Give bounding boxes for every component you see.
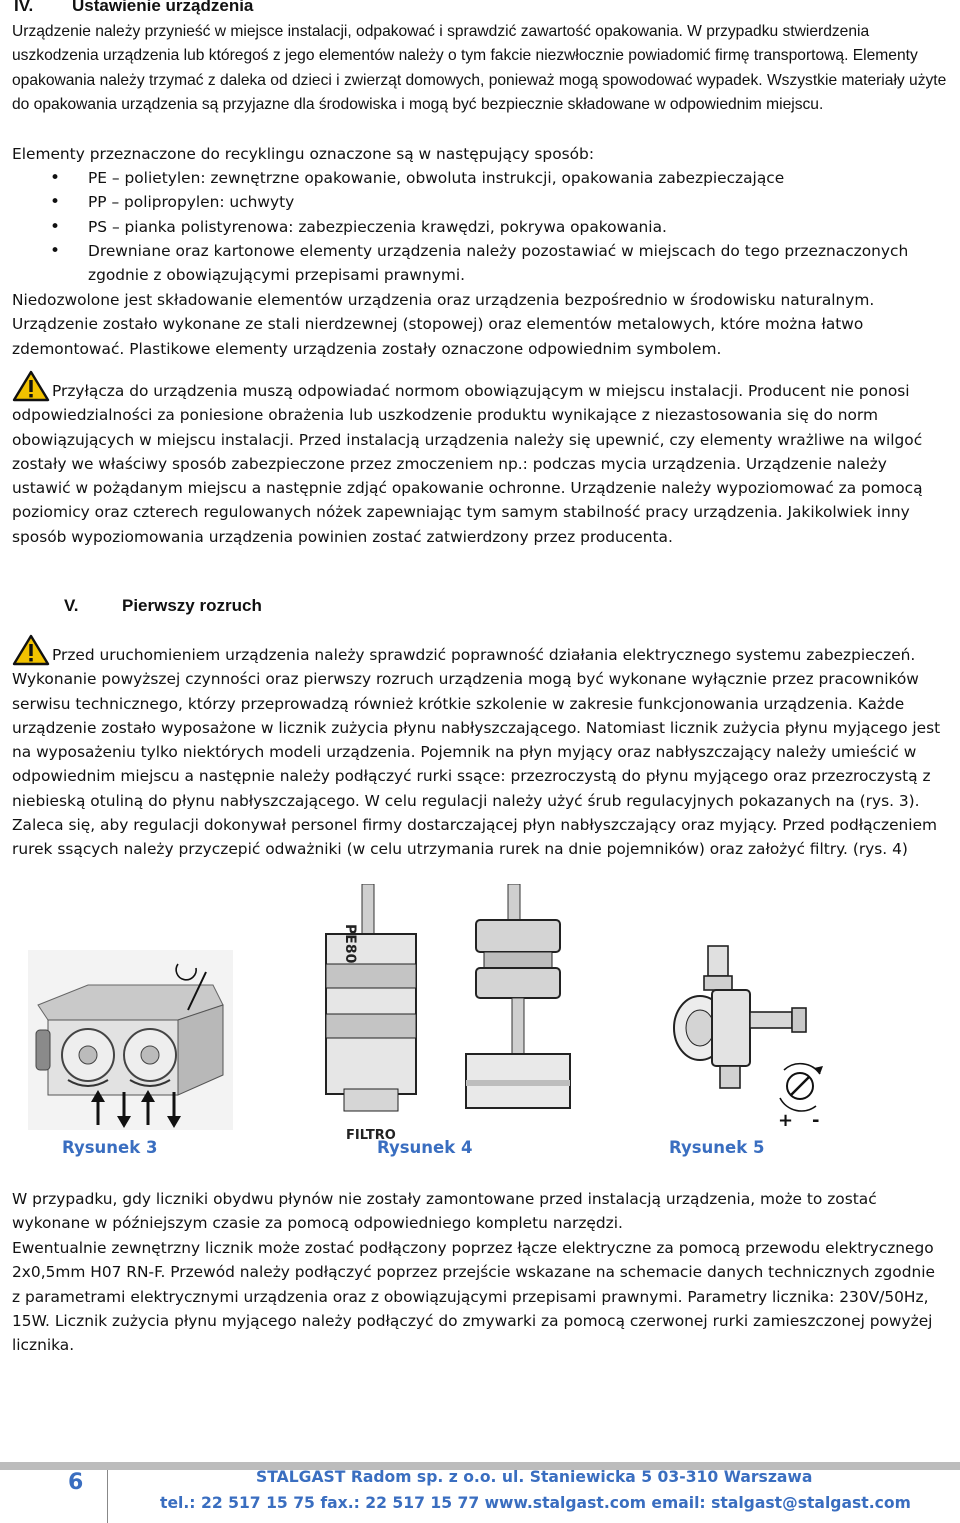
figure-4-caption: Rysunek 4: [377, 1138, 473, 1157]
minus-sign: -: [812, 1110, 820, 1130]
paragraph-text: Przed uruchomieniem urządzenia należy sprawdzić poprawność działania elektrycznego systemu zabezpieczeń. Wykonanie powyższej czynności oraz pierwszy rozruch urządzenia mogą być wykonane wyłącznie przez pracowników serwisu technicznego, którzy przeprowadzą również krótkie szkolenie w zakresie funkcjonowania urządzenia. Każde urządzenie zostało wyposażone w licznik zużycia płynu nabłyszczającego. Natomiast licznik zużycia płynu myjącego jest na wyposażeniu tylko niektórych modeli urządzenia. Pojemnik na płyn myjący oraz nabłyszczający należy umieścić w odpowiednim miejscu a następnie należy podłączyć rurki ssące: przezroczystą do płynu myjącego oraz przezroczystą z niebieską otuliną do płynu nabłyszczającego. W celu regulacji należy użyć śrub regulacyjnych pokazanych na (rys. 3). Zaleca się, aby regulacji dokonywał personel firmy dostarczającej płyn nabłyszczający oraz myjący. Przed podłączeniem rurek ssących należy przyczepić odważniki (w celu utrzymania rurek na dnie pojemników) oraz założyć filtry. (rys. 4): [12, 646, 941, 859]
list-item: • PE – polietylen: zewnętrzne opakowanie, obwoluta instrukcji, opakowania zabezpieczające: [12, 166, 947, 190]
plus-sign: +: [778, 1110, 794, 1130]
section-title: Pierwszy rozruch: [122, 596, 262, 615]
footer-contact: tel.: 22 517 15 75 fax.: 22 517 15 77 www.stalgast.com email: stalgast@stalgast.com: [160, 1494, 911, 1512]
figure-3-dosing-pumps: [28, 950, 233, 1130]
section-4-heading: [14, 0, 254, 16]
footer-company-address: STALGAST Radom sp. z o.o. ul. Staniewicka 5 03-310 Warszawa: [256, 1468, 813, 1486]
paragraph: Ewentualnie zewnętrzny licznik może zostać podłączony poprzez łącze elektryczne za pomocą przewodu elektrycznego 2x0,5mm H07 RN-F. Przewód należy podłączyć poprzez przejście wskazane na schemacie danych technicznych zgodnie z parametrami elektrycznymi urządzenia oraz z obowiązującymi przepisami prawnymi. Parametry licznika: 230V/50Hz, 15W. Licznik zużycia płynu myjącego należy podłączyć do zmywarki za pomocą czerwonej rurki zamieszczonej powyżej licznika.: [12, 1239, 935, 1355]
paragraph-text: Przyłącza do urządzenia muszą odpowiadać normom obowiązującym w miejscu instalacji. Producent nie ponosi odpowiedzialności za poniesione obrażenia lub uszkodzenie produktu wynikające z niezastosowania się do norm obowiązujących w miejscu instalacji. Przed instalacją urządzenia należy się upewnić, czy elementy wrażliwe na wilgoć zostały we właściwy sposób zabezpieczone przez zmoczeniem np.: podczas mycia urządzenia. Urządzenie należy ustawić w pożądanym miejscu a następnie zdjąć opakowanie ochronne. Urządzenie należy wypoziomować za pomocą poziomicy oraz czterech regulowanych nóżek zapewniając tym samym stabilność pracy urządzenia. Jakikolwiek inny sposób wypoziomowania urządzenia powinien zostać zatwierdzony przez producenta.: [12, 382, 923, 546]
figure-5-caption: Rysunek 5: [669, 1138, 765, 1157]
paragraph: Urządzenie należy przynieść w miejsce instalacji, odpakować i sprawdzić zawartość opakowania. W przypadku stwierdzenia uszkodzenia urządzenia lub któregoś z jego elementów należy o tym fakcie niezwłocznie powiadomić firmę transportową. Elementy opakowania należy trzymać z daleka od dzieci i zwierząt domowych, ponieważ mogą spowodować wypadek. Wszystkie materiały użyte do opakowania urządzenia są przyjazne dla środowiska i mogą być bezpiecznie składowane w odpowiednim miejscu.: [12, 23, 947, 113]
paragraph: Niedozwolone jest składowanie elementów urządzenia oraz urządzenia bezpośrednio w środowisku naturalnym. Urządzenie zostało wykonane ze stali nierdzewnej (stopowej) oraz elementów metalowych, które można łatwo zdemontować. Plastikowe elementy urządzenia zostały oznaczone odpowiednim symbolem.: [12, 291, 875, 358]
section-title: Ustawienie urządzenia: [72, 0, 254, 15]
page-number: 6: [68, 1470, 84, 1495]
section-5-heading: [64, 596, 262, 616]
warning-icon: [12, 634, 50, 666]
list-item: • PP – polipropylen: uchwyty: [12, 190, 947, 214]
paragraph: W przypadku, gdy liczniki obydwu płynów nie zostały zamontowane przed instalacją urządzenia, może to zostać wykonane w późniejszym czasie za pomocą odpowiedniego kompletu narzędzi.: [12, 1190, 877, 1233]
warning-paragraph: [12, 634, 947, 862]
figure-4-filter: [316, 884, 618, 1142]
list-item: • PS – pianka polistyrenowa: zabezpieczenia krawędzi, pokrywa opakowania.: [12, 215, 947, 239]
list-item: • Drewniane oraz kartonowe elementy urządzenia należy pozostawiać w miejscach do tego przeznaczonych zgodnie z obowiązującymi przepisami prawnymi.: [12, 239, 947, 288]
figure-5-valve: [660, 940, 860, 1130]
footer-separator: [107, 1470, 108, 1523]
warning-paragraph: [12, 370, 947, 549]
fig4-label: PE80: [342, 924, 358, 964]
fig4-label: FILTRO: [346, 1128, 396, 1142]
recycling-intro: Elementy przeznaczone do recyklingu oznaczone są w następujący sposób:: [12, 145, 595, 163]
figure-3-caption: Rysunek 3: [62, 1138, 158, 1157]
section-number: IV.: [14, 0, 34, 15]
section-number: V.: [64, 596, 79, 615]
warning-icon: [12, 370, 50, 402]
recycling-list: [12, 166, 947, 287]
